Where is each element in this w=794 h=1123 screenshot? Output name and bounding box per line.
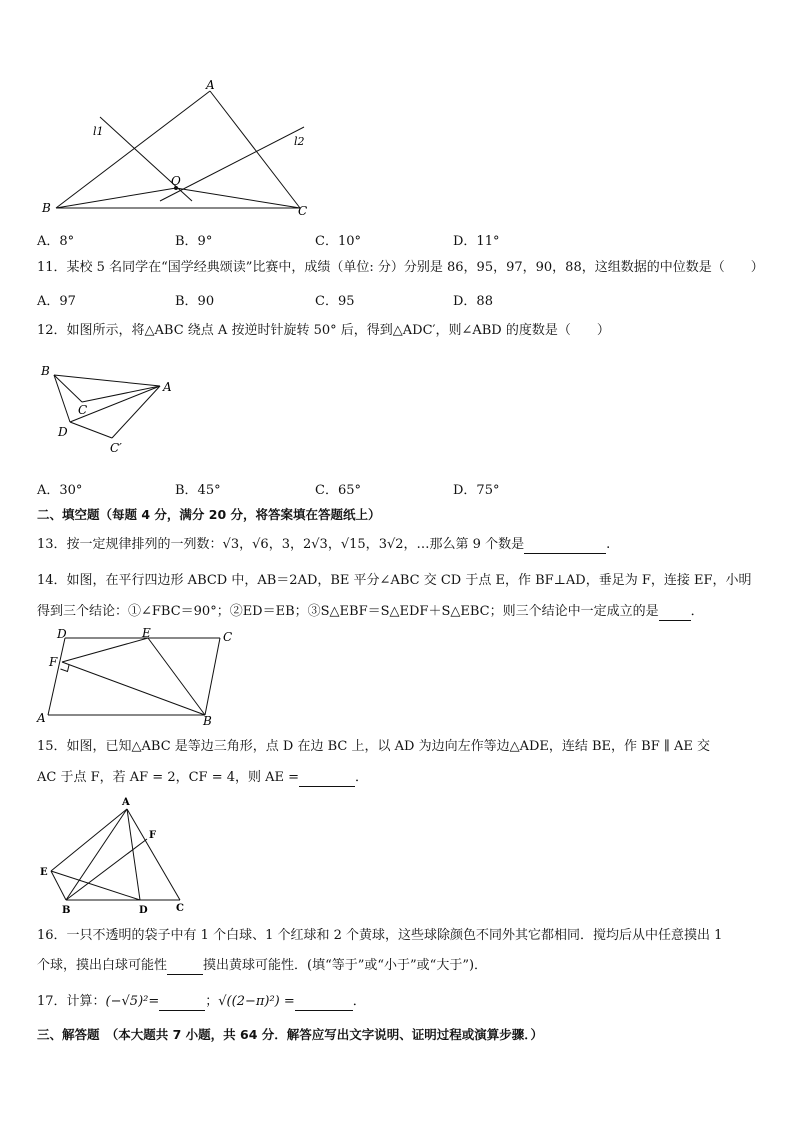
q10-option-a: A．8° xyxy=(37,234,75,249)
q10-label-l2: l2 xyxy=(294,135,305,148)
q14-label-e: E xyxy=(142,626,151,640)
q14-line2-text: 得到三个结论：①∠FBC＝90°；②ED＝EB；③S△EBF＝S△EDF＋S△EBC；则三个结论中一定成立的是 xyxy=(37,604,659,619)
q15-label-f: F xyxy=(149,830,157,841)
q14-label-b: B xyxy=(203,714,212,728)
q13-line: 13．按一定规律排列的一列数：√3，√6，3，2√3，√15，3√2，…那么第 9 个数是 . xyxy=(37,537,611,552)
q14-label-a: A xyxy=(37,711,46,725)
q12-option-a: A．30° xyxy=(37,483,83,498)
q16-line2-part1: 个球，摸出白球可能性 xyxy=(37,958,168,973)
q16-line2-part2: 摸出黄球可能性．(填“等于”或“小于”或“大于”)． xyxy=(203,958,488,973)
q15-label-c: C xyxy=(176,903,184,914)
q10-option-d: D．11° xyxy=(453,234,500,249)
q13-item-1: √3 xyxy=(222,537,240,552)
q15-line2: AC 于点 F，若 AF = 2，CF = 4，则 AE = ． xyxy=(37,770,369,785)
q16-line2 xyxy=(37,957,487,975)
q15-answer-blank[interactable] xyxy=(299,772,355,787)
q10-label-a: A xyxy=(206,78,215,92)
q12-option-d: D．75° xyxy=(453,483,500,498)
q12-label-c-prime: C′ xyxy=(110,441,122,455)
q15-line1: 15．如图，已知△ABC 是等边三角形，点 D 在边 BC 上，以 AD 为边向左作等边△ADE，连结 BE，作 BF ∥ AE 交 xyxy=(37,739,711,754)
q15-line2-text: AC 于点 F，若 AF = 2，CF = 4，则 AE = xyxy=(37,770,300,785)
q15-figure xyxy=(30,793,200,918)
q12-text: 12．如图所示，将△ABC 绕点 A 按逆时针旋转 50° 后，得到△ADC′，则∠ABD 的度数是（ ） xyxy=(37,323,610,338)
q17-answer-blank-1[interactable] xyxy=(159,996,205,1011)
q14-line2: 得到三个结论：①∠FBC＝90°；②ED＝EB；③S△EBF＝S△EDF＋S△EBC；则三个结论中一定成立的是 ． xyxy=(37,604,704,619)
q13-item-3: 3 xyxy=(281,537,290,552)
q15-label-d: D xyxy=(139,905,148,916)
q13-item-2: √6 xyxy=(252,537,269,552)
q14-answer-blank[interactable] xyxy=(659,606,691,621)
q13-prefix: 13．按一定规律排列的一列数： xyxy=(37,537,223,552)
q16-answer-blank[interactable] xyxy=(167,960,203,975)
q11-option-a: A．97 xyxy=(37,294,76,309)
q17-line: 17．计算：(−√5)²= ；√((2−π)²) = ． xyxy=(37,994,366,1009)
q15-label-e: E xyxy=(40,867,48,878)
q13-suffix: …那么第 9 个数是 xyxy=(416,537,525,552)
q10-label-c: C xyxy=(298,204,308,218)
q12-label-b: B xyxy=(41,364,50,378)
q11-option-b: B．90 xyxy=(175,294,215,309)
q11-option-c: C．95 xyxy=(315,294,355,309)
q13-item-4: 2√3 xyxy=(303,537,328,552)
q10-label-b: B xyxy=(42,201,51,215)
q14-label-d: D xyxy=(57,627,67,641)
q10-label-l1: l1 xyxy=(93,125,104,138)
q10-figure xyxy=(30,75,330,225)
q11-text: 11．某校 5 名同学在“国学经典颂读”比赛中，成绩（单位: 分）分别是 86，95，97，90，88，这组数据的中位数是（ ） xyxy=(37,260,764,275)
section2-title: 二、填空题（每题 4 分，满分 20 分，将答案填在答题纸上） xyxy=(37,507,381,522)
q13-item-6: 3√2 xyxy=(378,537,404,552)
q10-option-b: B．9° xyxy=(175,234,213,249)
q14-label-f: F xyxy=(49,655,58,669)
q13-answer-blank[interactable] xyxy=(524,539,606,554)
q17-prefix: 17．计算： xyxy=(37,994,106,1009)
q17-answer-blank-2[interactable] xyxy=(295,996,353,1011)
q12-label-a: A xyxy=(163,380,172,394)
q15-label-a: A xyxy=(122,797,130,808)
q13-item-5: √15 xyxy=(340,537,366,552)
q17-expr1: (−√5)²= xyxy=(105,994,160,1009)
q12-option-b: B．45° xyxy=(175,483,221,498)
q17-expr2: √((2−π)²) = xyxy=(218,994,295,1009)
q17-separator: ； xyxy=(205,994,219,1009)
q12-option-c: C．65° xyxy=(315,483,361,498)
q10-option-c: C．10° xyxy=(315,234,361,249)
q14-figure xyxy=(30,625,250,730)
q14-line1: 14．如图，在平行四边形 ABCD 中，AB＝2AD，BE 平分∠ABC 交 CD 于点 E，作 BF⊥AD，垂足为 F，连接 EF，小明 xyxy=(37,573,752,588)
section3-title: 三、解答题 （本大题共 7 小题，共 64 分．解答应写出文字说明、证明过程或演算步骤．） xyxy=(37,1027,544,1042)
q12-label-d: D xyxy=(58,425,68,439)
q10-label-o: O xyxy=(171,174,181,188)
q12-figure xyxy=(30,360,190,460)
q11-option-d: D．88 xyxy=(453,294,493,309)
q15-label-b: B xyxy=(62,905,71,916)
q14-label-c: C xyxy=(223,630,233,644)
q16-line1: 16．一只不透明的袋子中有 1 个白球、1 个红球和 2 个黄球，这些球除颜色不同外其它都相同．搅均后从中任意摸出 1 xyxy=(37,928,723,943)
q12-label-c: C xyxy=(78,403,88,417)
